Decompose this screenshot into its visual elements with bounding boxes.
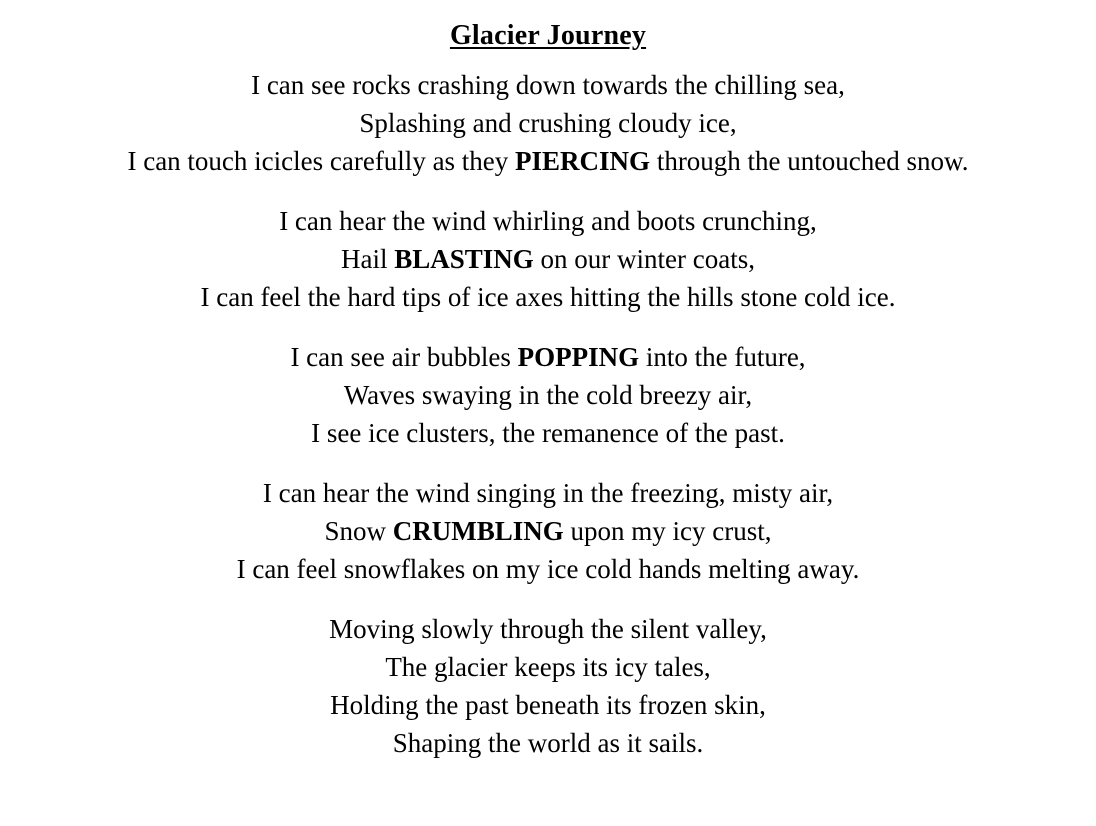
poem-text: I can hear the wind whirling and boots crunching,	[279, 206, 817, 237]
poem-line	[20, 202, 1076, 240]
poem-body	[20, 66, 1076, 762]
poem-line	[20, 550, 1076, 588]
poem-stanza	[20, 66, 1076, 180]
poem-text: I can see rocks crashing down towards the chilling sea,	[251, 70, 845, 101]
poem-line	[20, 338, 1076, 376]
poem-line	[20, 142, 1076, 180]
page-title: Glacier Journey	[449, 20, 647, 51]
poem-stanza	[20, 610, 1076, 762]
poem-text: upon my icy crust,	[563, 516, 772, 547]
poem-emphasis-word: POPPING	[517, 342, 640, 373]
poem-text: Splashing and crushing cloudy ice,	[359, 108, 737, 139]
poem-text: The glacier keeps its icy tales,	[385, 652, 711, 683]
poem-text: Snow	[324, 516, 393, 547]
poem-line	[20, 240, 1076, 278]
poem-stanza	[20, 202, 1076, 316]
poem-emphasis-word: BLASTING	[394, 244, 534, 275]
poem-stanza	[20, 474, 1076, 588]
poem-text: Holding the past beneath its frozen skin,	[330, 690, 766, 721]
poem-stanza	[20, 338, 1076, 452]
poem-text: Moving slowly through the silent valley,	[329, 614, 767, 645]
poem-text: I can touch icicles carefully as they	[127, 146, 516, 177]
poem-emphasis-word: PIERCING	[515, 146, 651, 177]
poem-emphasis-word: CRUMBLING	[392, 516, 564, 547]
poem-text: I can feel snowflakes on my ice cold hands melting away.	[236, 554, 860, 585]
poem-line	[20, 686, 1076, 724]
poem-line	[20, 512, 1076, 550]
poem-text: on our winter coats,	[533, 244, 755, 275]
poem-line	[20, 278, 1076, 316]
poem-line	[20, 610, 1076, 648]
poem-line	[20, 724, 1076, 762]
poem-line	[20, 648, 1076, 686]
poem-text: Shaping the world as it sails.	[392, 728, 704, 759]
poem-line	[20, 66, 1076, 104]
poem-line	[20, 414, 1076, 452]
poem-text: Waves swaying in the cold breezy air,	[343, 380, 753, 411]
poem-text: I can feel the hard tips of ice axes hitting the hills stone cold ice.	[200, 282, 896, 313]
poem-line	[20, 474, 1076, 512]
poem-text: I see ice clusters, the remanence of the past.	[311, 418, 785, 449]
poem-text: into the future,	[639, 342, 806, 373]
poem-text: I can see air bubbles	[290, 342, 518, 373]
poem-text: Hail	[340, 244, 395, 275]
poem-line	[20, 376, 1076, 414]
poem-text: I can hear the wind singing in the freezing, misty air,	[262, 478, 834, 509]
poem-text: through the untouched snow.	[650, 146, 969, 177]
poem-line	[20, 104, 1076, 142]
